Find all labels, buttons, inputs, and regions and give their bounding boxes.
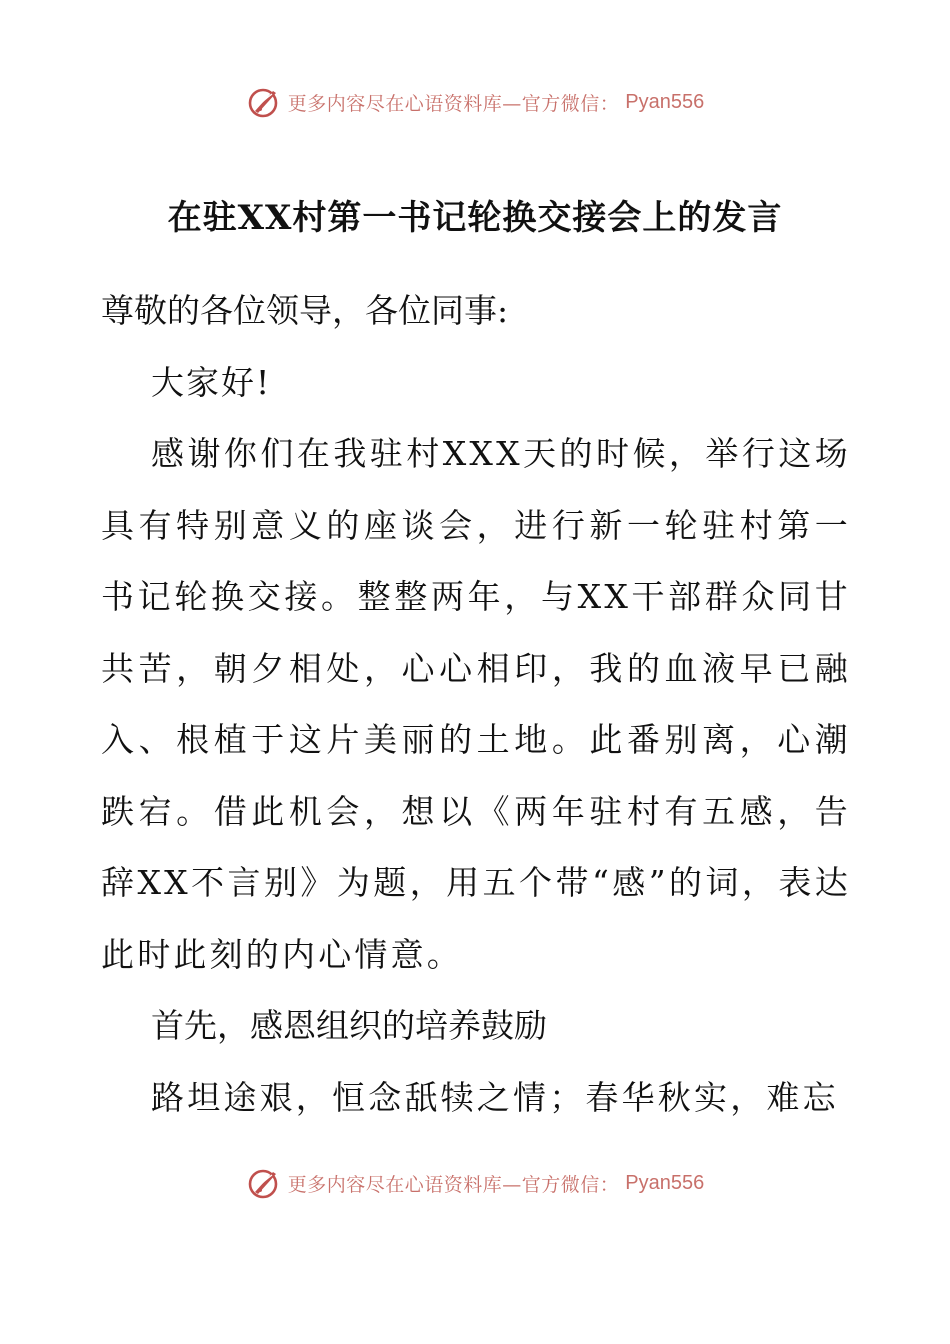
banner-wechat-id-footer: Pyan556 — [625, 1171, 705, 1194]
greeting: 大家好! — [151, 362, 272, 402]
paragraph-2: 路坦途艰，恒念舐犊之情；春华秋实，难忘 — [151, 1077, 839, 1117]
quill-pen-icon — [246, 84, 282, 120]
salutation: 尊敬的各位领导，各位同事: — [101, 291, 509, 330]
paragraph-1: 感谢你们在我驻村XXX天的时候，举行这场具有特别意义的座谈会，进行新一轮驻村第一书记轮换交接。整整两年，与XX干部群众同甘共苦，朝夕相处，心心相印，我的血液早已融入、根植于这片美丽的土地。此番别离，心潮跌宕。借此机会，想以《两年驻村有五感，告辞XX不言别》为题，用五个带“感”的词，表达此时此刻的内心情意。 — [101, 434, 851, 974]
banner-content-footer — [246, 1165, 704, 1201]
footer-watermark-banner — [0, 1163, 950, 1203]
banner-text-footer: 更多内容尽在心语资料库—官方微信： — [287, 1173, 620, 1196]
document-body — [101, 275, 851, 1133]
banner-content — [246, 84, 704, 120]
quill-pen-icon — [246, 1165, 282, 1201]
header-watermark-banner — [0, 82, 950, 122]
banner-wechat-id: Pyan556 — [625, 90, 705, 113]
document-title: 在驻XX村第一书记轮换交接会上的发言 — [167, 198, 783, 238]
section-heading-1: 首先，感恩组织的培养鼓励 — [151, 1006, 547, 1045]
banner-text: 更多内容尽在心语资料库—官方微信： — [287, 92, 620, 115]
